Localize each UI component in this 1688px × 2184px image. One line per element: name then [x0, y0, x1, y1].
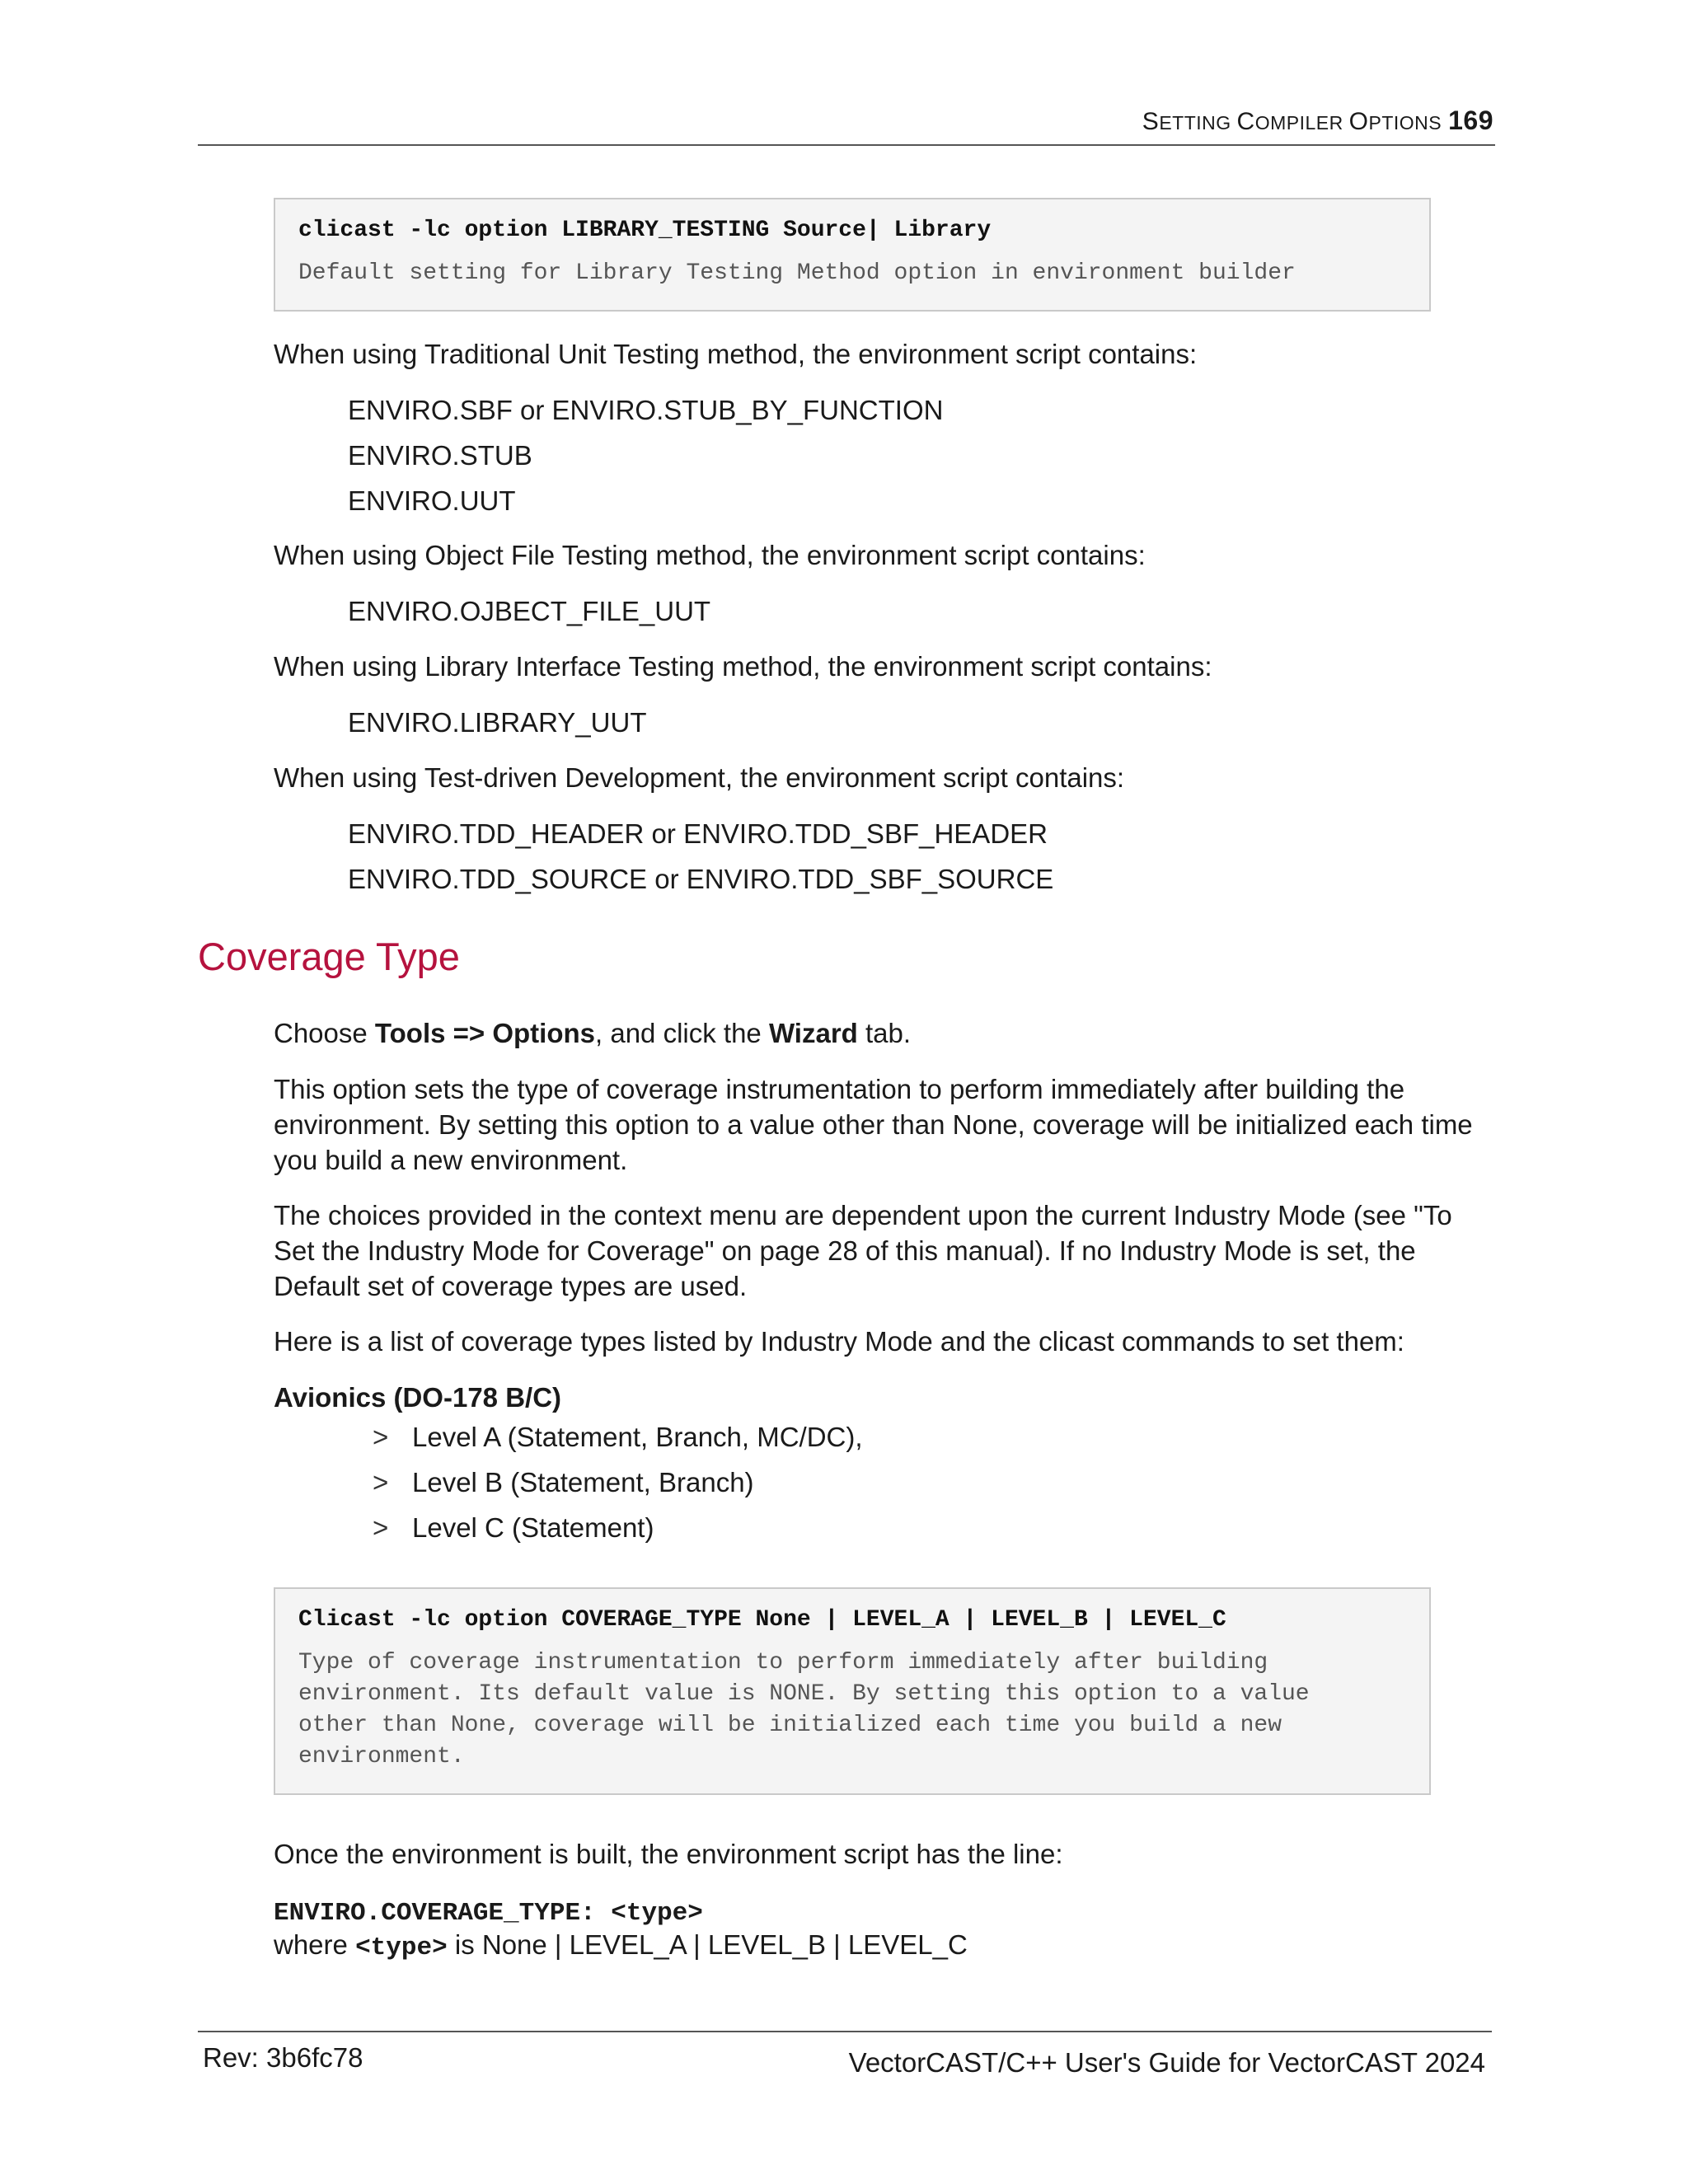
header-char: PTIONS — [1368, 112, 1442, 134]
script-line: ENVIRO.TDD_SOURCE or ENVIRO.TDD_SBF_SOURCE — [348, 864, 1054, 894]
industry-mode-heading: Avionics (DO-178 B/C) — [274, 1382, 562, 1413]
running-header — [1142, 105, 1493, 136]
method-intro: When using Test-driven Development, the environment script contains: — [274, 762, 1125, 793]
guide-title: VectorCAST/C++ User's Guide for VectorCAST 2024 — [848, 2047, 1485, 2078]
paragraph: The choices provided in the context menu are dependent upon the current Industry Mode (see "To Set the Industry Mode for Coverage" on page 28 of this manual). If no Industry Mode is set, the Default set of coverage types are used. — [274, 1200, 1452, 1301]
list-item-text: Level C (Statement) — [412, 1512, 654, 1543]
revision-label: Rev: 3b6fc78 — [203, 2042, 363, 2073]
code-command: Clicast -lc option COVERAGE_TYPE None | LEVEL_A | LEVEL_B | LEVEL_C — [298, 1607, 1226, 1633]
paragraph: Here is a list of coverage types listed by Industry Mode and the clicast commands to set them: — [274, 1326, 1404, 1357]
code-command: clicast -lc option LIBRARY_TESTING Source| Library — [298, 218, 992, 243]
list-item — [373, 1510, 654, 1545]
bullet-marker: > — [373, 1422, 389, 1452]
code-description: Default setting for Library Testing Method option in environment builder — [298, 260, 1296, 286]
header-char: S — [1142, 108, 1160, 135]
list-item-text: Level A (Statement, Branch, MC/DC), — [412, 1422, 863, 1452]
bullet-marker: > — [373, 1512, 389, 1543]
bullet-marker: > — [373, 1467, 389, 1497]
script-line: ENVIRO.SBF or ENVIRO.STUB_BY_FUNCTION — [348, 395, 944, 425]
script-line: ENVIRO.TDD_HEADER or ENVIRO.TDD_SBF_HEADER — [348, 818, 1048, 849]
script-line: ENVIRO.STUB — [348, 440, 532, 471]
tab-name: Wizard — [768, 1018, 858, 1048]
header-char: O — [1348, 108, 1369, 135]
script-line: ENVIRO.LIBRARY_UUT — [348, 707, 647, 738]
script-line: ENVIRO.OJBECT_FILE_UUT — [348, 596, 711, 626]
method-intro: When using Library Interface Testing method, the environment script contains: — [274, 651, 1212, 682]
where-line — [274, 1927, 1485, 1966]
header-char: OMPILER — [1254, 112, 1349, 134]
script-line: ENVIRO.UUT — [348, 485, 516, 516]
list-item-text: Level B (Statement, Branch) — [412, 1467, 754, 1497]
script-line-code: ENVIRO.COVERAGE_TYPE: <type> — [274, 1899, 703, 1928]
choose-instruction — [274, 1015, 1485, 1051]
menu-path: Tools => Options — [374, 1018, 595, 1048]
text-run: where — [274, 1929, 356, 1960]
method-intro: When using Traditional Unit Testing method, the environment script contains: — [274, 339, 1198, 369]
text-run: , and click the — [595, 1018, 769, 1048]
header-char: C — [1236, 108, 1255, 135]
text-run: tab. — [857, 1018, 912, 1048]
list-item — [373, 1419, 863, 1455]
text-run: is None | LEVEL_A | LEVEL_B | LEVEL_C — [447, 1929, 968, 1960]
header-char: ETTING — [1159, 112, 1237, 134]
type-placeholder: <type> — [355, 1933, 448, 1962]
list-item — [373, 1465, 754, 1500]
paragraph: This option sets the type of coverage instrumentation to perform immediately after building the environment. By setting this option to a value other than None, coverage will be initialized each time you build a new environment. — [274, 1074, 1473, 1175]
code-description: Type of coverage instrumentation to perform immediately after building environment. Its default value is NONE. By setting this option to a value other than None, coverage will be initialized each time you build a new environment. — [298, 1650, 1310, 1769]
method-intro: When using Object File Testing method, the environment script contains: — [274, 540, 1146, 570]
section-heading: Coverage Type — [198, 935, 460, 978]
coverage-type-code-box — [274, 1587, 1431, 1795]
page-number: 169 — [1448, 105, 1493, 135]
footer-rule — [198, 2031, 1492, 2032]
text-run: Choose — [274, 1018, 375, 1048]
script-line-example — [274, 1892, 1485, 1931]
library-testing-code-box — [274, 198, 1431, 312]
paragraph: Once the environment is built, the environment script has the line: — [274, 1839, 1063, 1869]
header-rule — [198, 144, 1495, 146]
